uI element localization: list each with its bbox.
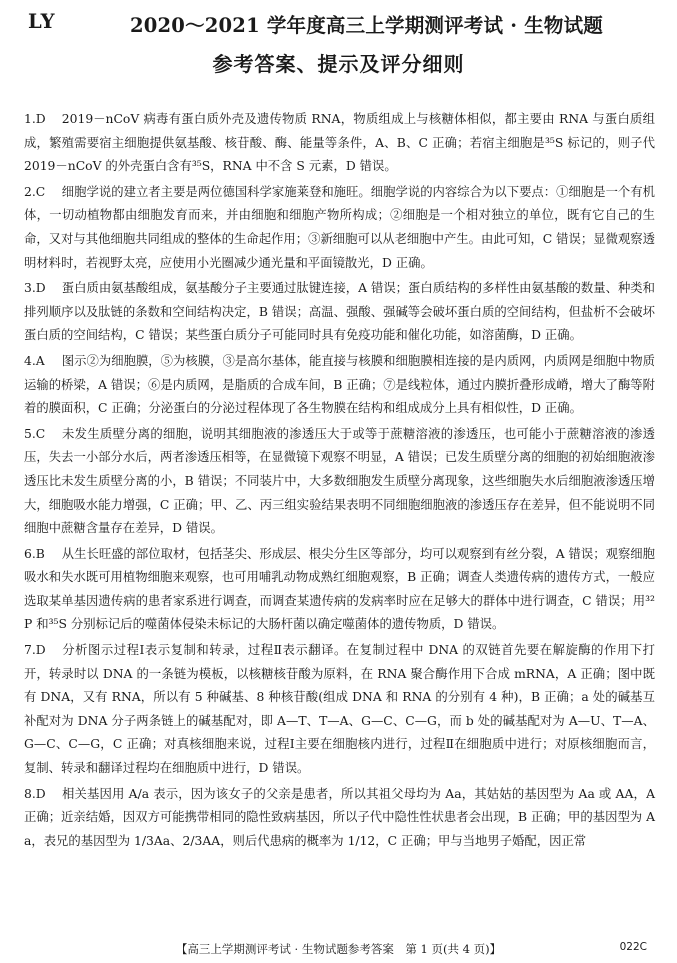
answer-key: B <box>35 546 45 561</box>
question-number: 6. <box>24 546 36 561</box>
answer-list <box>24 108 655 855</box>
answer-explanation: 蛋白质由氨基酸组成，氨基酸分子主要通过肽键连接，A 错误；蛋白质结构的多样性由氨基酸的数量、种类和排列顺序以及肽链的条数和空间结构决定，B 错误；高温、强酸、强碱等会破坏蛋白质的空间结构，但盐析不会破坏蛋白质的空间结构，C 错误；某些蛋白质分子可能同时具有免疫功能和催化功能，如溶菌酶，D 正确。 <box>24 281 655 343</box>
question-number: 4. <box>24 353 36 368</box>
answer-key: C <box>35 426 46 441</box>
question-number: 3. <box>24 281 36 296</box>
exam-title: 2020～2021 学年度高三上学期测评考试 · 生物试题 <box>130 14 604 37</box>
answer-item <box>24 108 655 179</box>
answer-explanation: 未发生质壁分离的细胞，说明其细胞液的渗透压大于或等于蔗糖溶液的渗透压，也可能小于蔗糖溶液的渗透压，失去一小部分水后，两者渗透压相等，在显微镜下观察不明显，A 错误；已发生质壁分离的细胞的初始细胞液渗透压比未发生质壁分离的小，B 错误；不同装片中，大多数细胞发生质壁分离现象，这些细胞失水后细胞液渗透压增大，细胞吸水能力增强，C 正确；甲、乙、丙三组实验结果表明不同细胞细胞液的渗透压存在差异，但不能说明不同细胞中蔗糖含量存在差异，D 错误。 <box>24 426 655 536</box>
answer-item <box>24 181 655 275</box>
answer-key: D <box>35 643 46 658</box>
question-number: 5. <box>24 426 36 441</box>
page-footer <box>0 941 677 957</box>
document-title <box>28 10 657 36</box>
answer-item <box>24 783 655 854</box>
answer-explanation: 细胞学说的建立者主要是两位德国科学家施莱登和施旺。细胞学说的内容综合为以下要点：①细胞是一个有机体，一切动植物都由细胞发育而来，并由细胞和细胞产物所构成；②细胞是一个相对独立的单位，既有它自己的生命，又对与其他细胞共同组成的整体的生命起作用；③新细胞可以从老细胞中产生。由此可知，C 错误；显微观察透明材料时，若视野太亮，应使用小光圈减少通光量和平面镜散光，D 正确。 <box>24 184 655 270</box>
question-number: 2. <box>24 184 36 199</box>
answer-explanation: 从生长旺盛的部位取材，包括茎尖、形成层、根尖分生区等部分，均可以观察到有丝分裂，A 错误；观察细胞吸水和失水既可用植物细胞来观察，也可用哺乳动物成熟红细胞观察，B 正确；调查人类遗传病的遗传方式，一般应选取某单基因遗传病的患者家系进行调查，而调查某遗传病的发病率时应在足够大的群体中进行调查，C 错误；用³²P 和³⁵S 分别标记后的噬菌体侵染未标记的大肠杆菌以确定噬菌体的遗传物质，D 错误。 <box>24 546 655 632</box>
question-number: 1. <box>24 112 36 126</box>
answer-item <box>24 543 655 637</box>
answer-key: D <box>35 281 46 296</box>
answer-key: C <box>35 184 46 199</box>
answer-explanation: 2019－nCoV 病毒有蛋白质外壳及遗传物质 RNA，物质组成上与核糖体相似，都主要由 RNA 与蛋白质组成，繁殖需要宿主细胞提供氨基酸、核苷酸、酶、能量等条件，A、B、C 正确；若宿主细胞是³⁵S 标记的，则子代 2019－nCoV 的外壳蛋白含有³⁵S，RNA 中不含 S 元素，D 错误。 <box>24 112 655 174</box>
answer-key: D <box>35 112 46 126</box>
answer-key: A <box>35 353 45 368</box>
publisher-mark: LY <box>28 10 55 33</box>
document-subtitle: 参考答案、提示及评分细则 <box>212 52 465 76</box>
answer-item <box>24 423 655 541</box>
footer-text: 【高三上学期测评考试 · 生物试题参考答案 第 1 页(共 4 页)】 <box>175 942 502 956</box>
question-number: 7. <box>24 643 36 658</box>
answer-item <box>24 277 655 348</box>
answer-item <box>24 350 655 421</box>
document-code: 022C <box>619 941 647 953</box>
answer-item <box>24 639 655 781</box>
answer-explanation: 分析图示过程Ⅰ表示复制和转录，过程Ⅱ表示翻译。在复制过程中 DNA 的双链首先要在解旋酶的作用下打开，转录时以 DNA 的一条链为模板，以核糖核苷酸为原料，在 RNA 聚合酶作用下合成 mRNA，A 正确；图中既有 DNA，又有 RNA，所以有 5 种碱基、8 种核苷酸(组成 DNA 和 RNA 的分别有 4 种)，B 正确；a 处的碱基互补配对为 DNA 分子两条链上的碱基配对，即 A—T、T—A、G—C、C—G，而 b 处的碱基配对为 A—U、T—A、G—C、C—G，C 正确；对真核细胞来说，过程Ⅰ主要在细胞核内进行，过程Ⅱ在细胞质中进行；对原核细胞而言，复制、转录和翻译过程均在细胞质中进行，D 错误。 <box>24 643 655 776</box>
answer-explanation: 图示②为细胞膜，⑤为核膜，③是高尔基体，能直接与核膜和细胞膜相连接的是内质网，内质网是细胞中物质运输的桥梁，A 错误；⑥是内质网，是脂质的合成车间，B 正确；⑦是线粒体，通过内膜折叠形成嵴，增大了酶等附着的膜面积，C 正确；分泌蛋白的分泌过程体现了各生物膜在结构和组成成分上具有相似性，D 正确。 <box>24 353 655 416</box>
answer-key: D <box>35 786 46 801</box>
answer-explanation: 相关基因用 A/a 表示，因为该女子的父亲是患者，所以其祖父母均为 Aa，其姑姑的基因型为 Aa 或 AA，A 正确；近亲结婚，因双方可能携带相同的隐性致病基因，所以子代中隐性性状患者会出现，B 正确；甲的基因型为 Aa，表兄的基因型为 1/3Aa、2/3AA，则后代患病的概率为 1/12，C 正确；甲与当地男子婚配，因正常 <box>24 786 655 848</box>
question-number: 8. <box>24 786 36 801</box>
